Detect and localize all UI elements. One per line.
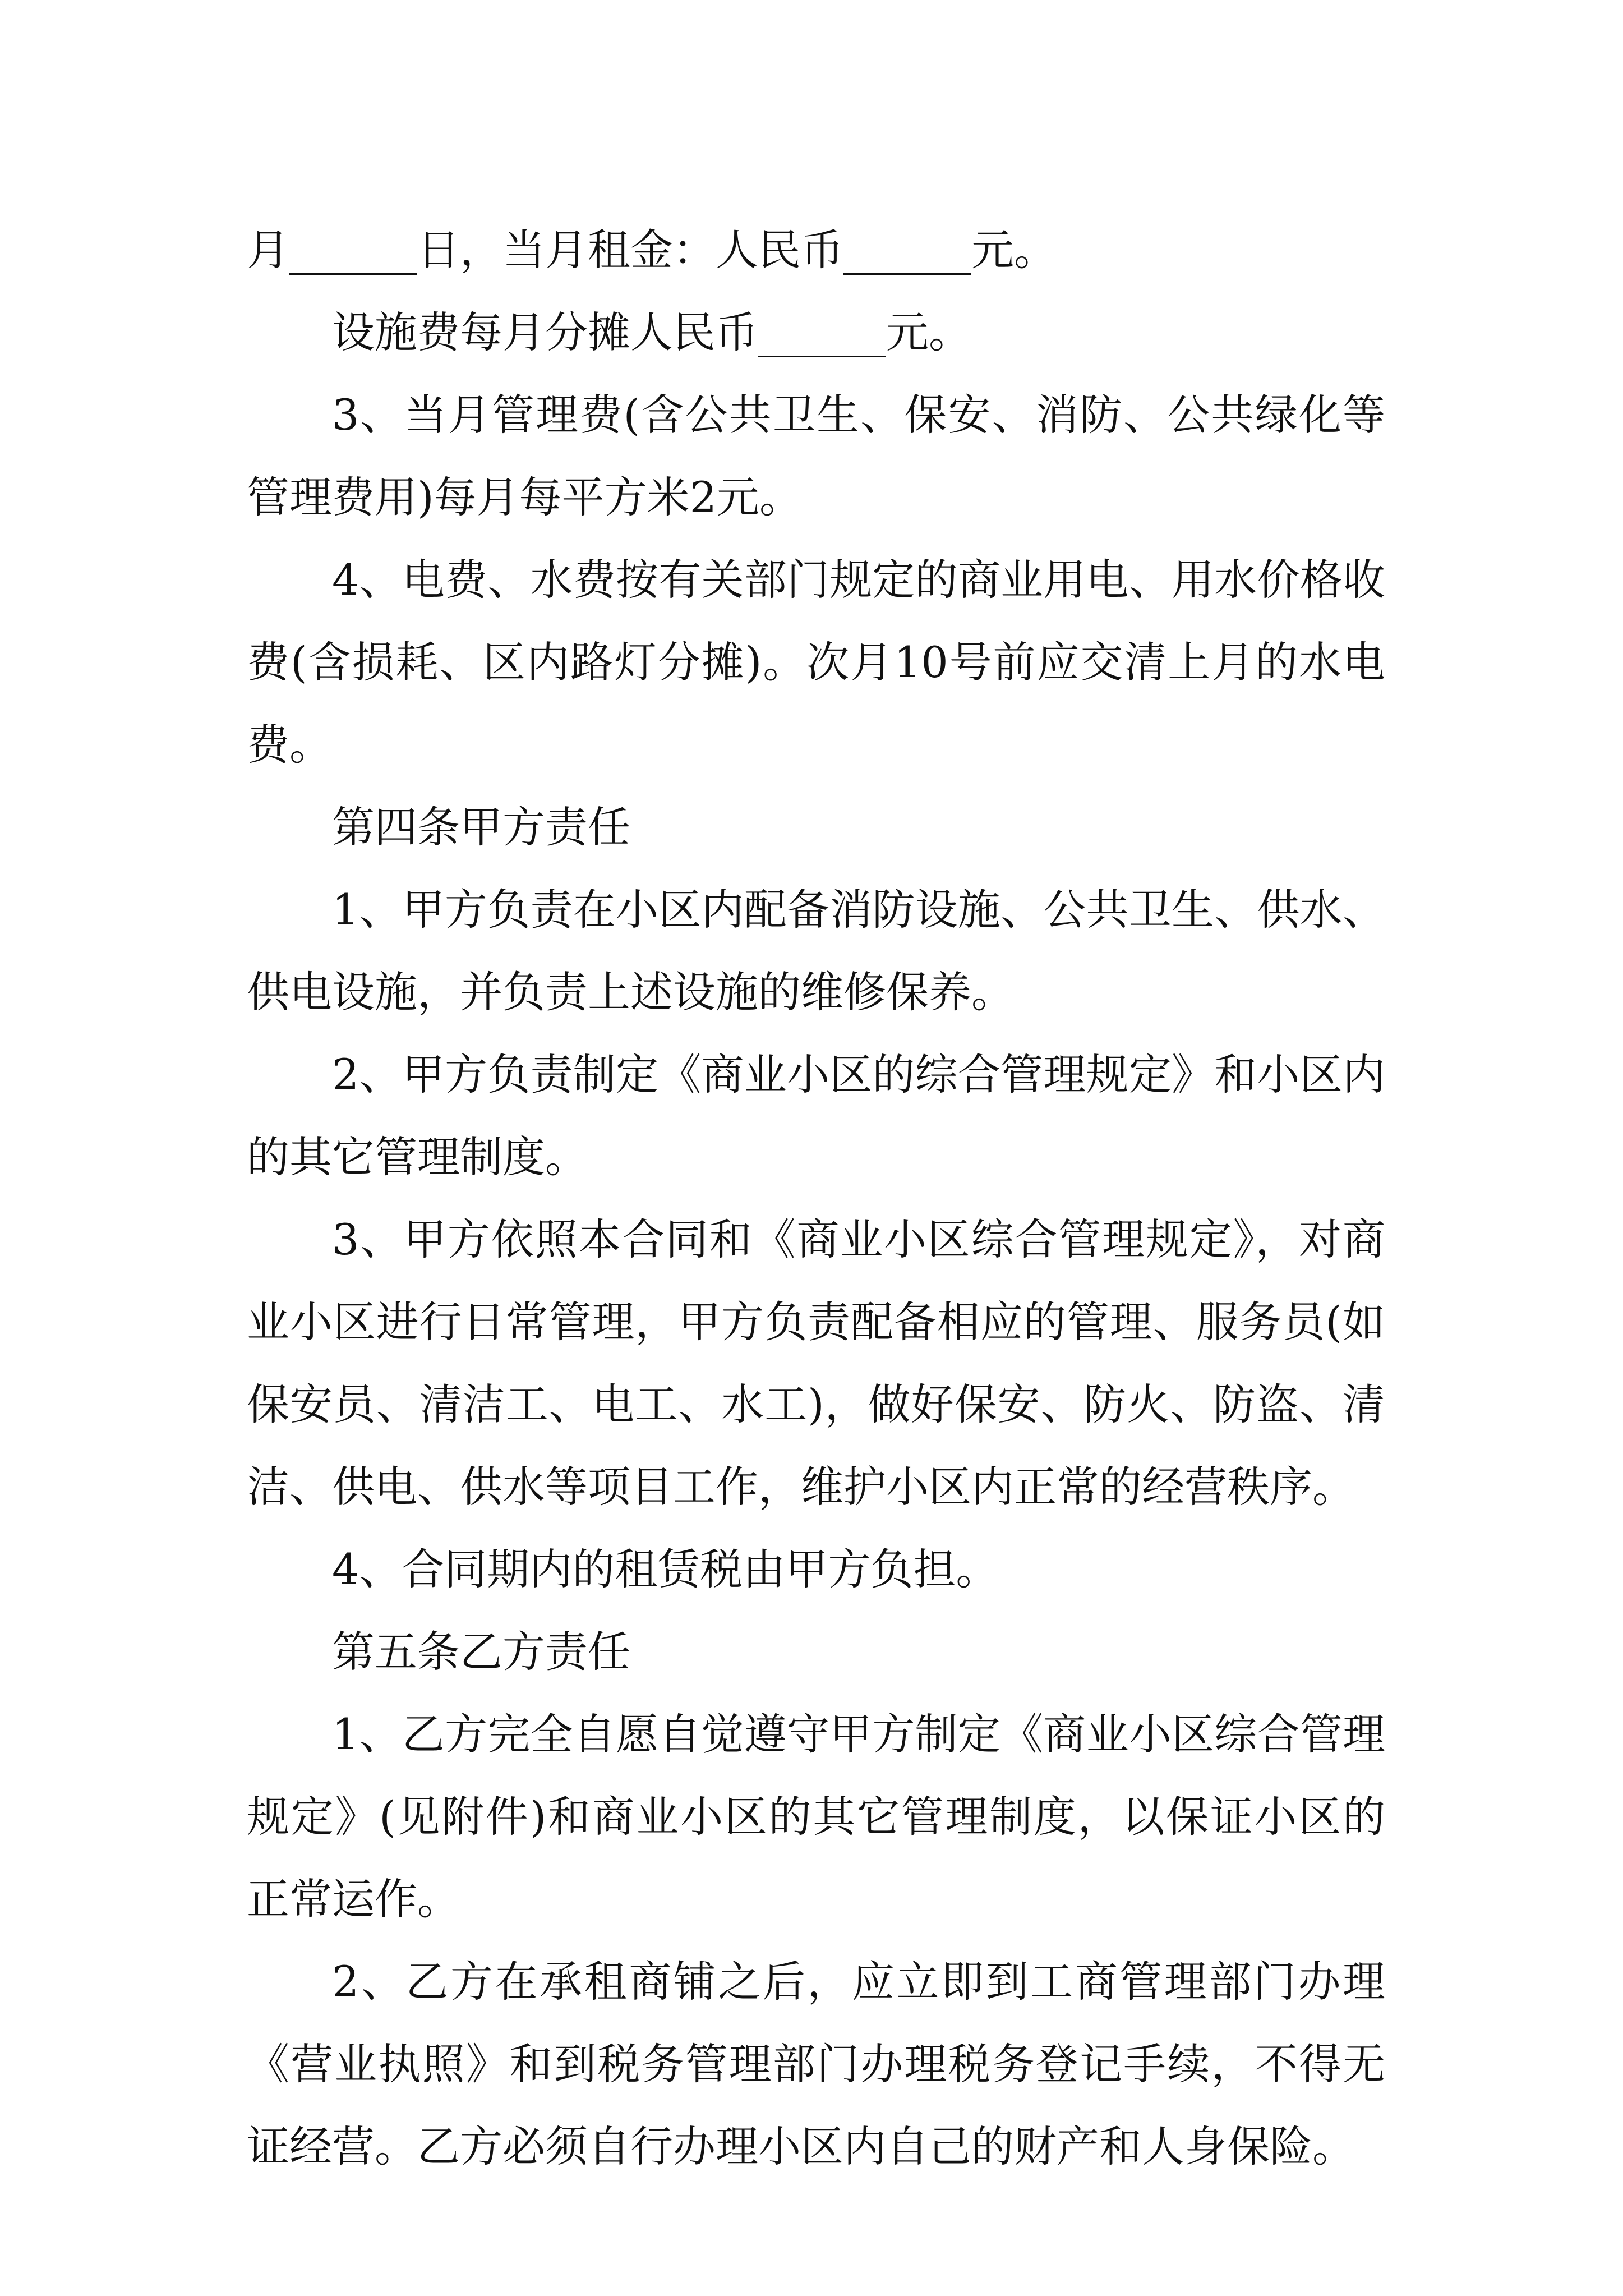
paragraph-party-a-item-3: 3、甲方依照本合同和《商业小区综合管理规定》，对商业小区进行日常管理，甲方负责配备相应的管理、服务员(如保安员、清洁工、电工、水工)，做好保安、防火、防盗、清洁、供电、供水等项目工作，维护小区内正常的经营秩序。 [247, 1214, 1385, 1512]
paragraph-party-b-item-2: 2、乙方在承租商铺之后，应立即到工商管理部门办理《营业执照》和到税务管理部门办理税务登记手续，不得无证经营。乙方必须自行办理小区内自己的财产和人身保险。 [247, 1957, 1385, 2171]
section-heading-party-a: 第四条甲方责任 [332, 802, 630, 852]
paragraph-management-fee: 3、当月管理费(含公共卫生、保安、消防、公共绿化等管理费用)每月每平方米2元。 [247, 390, 1385, 522]
paragraph-party-b-item-1: 1、乙方完全自愿自觉遵守甲方制定《商业小区综合管理规定》(见附件)和商业小区的其它管理制度，以保证小区的正常运作。 [247, 1709, 1385, 1924]
paragraph-party-a-item-1: 1、甲方负责在小区内配备消防设施、公共卫生、供水、供电设施，并负责上述设施的维修保养。 [247, 885, 1385, 1017]
paragraph-rent-continuation: 月______日，当月租金：人民币______元。 [247, 225, 1057, 275]
paragraph-party-a-item-2: 2、甲方负责制定《商业小区的综合管理规定》和小区内的其它管理制度。 [247, 1050, 1385, 1182]
document-body [247, 209, 1385, 2188]
paragraph-utility-fee: 4、电费、水费按有关部门规定的商业用电、用水价格收费(含损耗、区内路灯分摊)。次月10号前应交清上月的水电费。 [247, 555, 1385, 770]
section-heading-party-b: 第五条乙方责任 [332, 1627, 630, 1677]
paragraph-party-a-item-4: 4、合同期内的租赁税由甲方负担。 [332, 1544, 999, 1594]
paragraph-facility-fee: 设施费每月分摊人民币______元。 [332, 307, 971, 357]
